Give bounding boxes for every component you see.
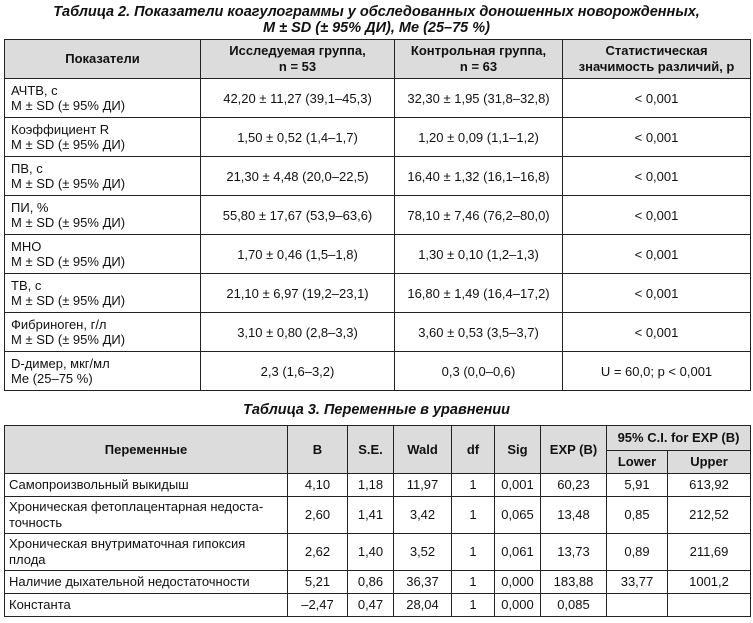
exp-value: 13,48 [541,497,607,534]
wald-value: 3,42 [394,497,452,534]
header-significance: Статистическая значимость различий, p [563,40,751,79]
sig-value: 0,001 [495,474,541,497]
upper-value: 212,52 [668,497,751,534]
table3-caption: Таблица 3. Переменные в уравнении [243,402,510,418]
header-b: B [288,426,348,474]
control-value: 3,60 ± 0,53 (3,5–3,7) [395,313,563,352]
control-value: 1,20 ± 0,09 (1,1–1,2) [395,118,563,157]
exp-value: 183,88 [541,571,607,594]
p-value: < 0,001 [563,235,751,274]
control-value: 16,80 ± 1,49 (16,4–17,2) [395,274,563,313]
upper-value: 1001,2 [668,571,751,594]
variable-name: Наличие дыхательной недостаточности [5,571,288,594]
df-value: 1 [452,497,495,534]
b-value: 4,10 [288,474,348,497]
b-value: 2,60 [288,497,348,534]
table-row [5,79,751,118]
sig-value: 0,065 [495,497,541,534]
header-se: S.E. [348,426,394,474]
table3-header-row [5,426,751,451]
header-control-group: Контрольная группа, n = 63 [395,40,563,79]
study-value: 2,3 (1,6–3,2) [201,352,395,391]
upper-value [668,594,751,617]
wald-value: 36,37 [394,571,452,594]
table2-header-row [5,40,751,79]
header-sig: Sig [495,426,541,474]
b-value: 5,21 [288,571,348,594]
lower-value: 0,89 [607,534,668,571]
sig-value: 0,000 [495,571,541,594]
control-value: 0,3 (0,0–0,6) [395,352,563,391]
header-wald: Wald [394,426,452,474]
row-label: ТВ, с M ± SD (± 95% ДИ) [5,274,201,313]
df-value: 1 [452,594,495,617]
table2-caption-line1: Таблица 2. Показатели коагулограммы у обследованных доношенных новорожденных, [53,4,700,20]
study-value: 55,80 ± 17,67 (53,9–63,6) [201,196,395,235]
p-value: < 0,001 [563,313,751,352]
control-value: 16,40 ± 1,32 (16,1–16,8) [395,157,563,196]
row-label: Фибриноген, г/л M ± SD (± 95% ДИ) [5,313,201,352]
exp-value: 13,73 [541,534,607,571]
variable-name: Самопроизвольный выкидыш [5,474,288,497]
row-label: МНО M ± SD (± 95% ДИ) [5,235,201,274]
header-exp-b: EXP (B) [541,426,607,474]
variable-name: Константа [5,594,288,617]
lower-value: 33,77 [607,571,668,594]
p-value: < 0,001 [563,79,751,118]
p-value: < 0,001 [563,118,751,157]
se-value: 0,47 [348,594,394,617]
wald-value: 3,52 [394,534,452,571]
b-value: 2,62 [288,534,348,571]
header-ci: 95% C.I. for EXP (B) [607,426,751,451]
df-value: 1 [452,474,495,497]
study-value: 21,30 ± 4,48 (20,0–22,5) [201,157,395,196]
table-row [5,352,751,391]
se-value: 0,86 [348,571,394,594]
study-value: 1,70 ± 0,46 (1,5–1,8) [201,235,395,274]
p-value: < 0,001 [563,274,751,313]
study-value: 42,20 ± 11,27 (39,1–45,3) [201,79,395,118]
df-value: 1 [452,571,495,594]
header-indicators: Показатели [5,40,201,79]
wald-value: 11,97 [394,474,452,497]
regression-variables-table [4,425,751,617]
header-lower: Lower [607,451,668,474]
control-value: 32,30 ± 1,95 (31,8–32,8) [395,79,563,118]
row-label: Коэффициент R M ± SD (± 95% ДИ) [5,118,201,157]
se-value: 1,41 [348,497,394,534]
row-label: ПВ, с M ± SD (± 95% ДИ) [5,157,201,196]
table-row [5,118,751,157]
table-row [5,313,751,352]
table-row [5,534,751,571]
variable-name: Хроническая внутриматочная гипоксия плода [5,534,288,571]
upper-value: 613,92 [668,474,751,497]
study-value: 21,10 ± 6,97 (19,2–23,1) [201,274,395,313]
row-label: ПИ, % M ± SD (± 95% ДИ) [5,196,201,235]
se-value: 1,40 [348,534,394,571]
header-variables: Переменные [5,426,288,474]
variable-name: Хроническая фетоплацентарная недоста- точность [5,497,288,534]
table-row [5,196,751,235]
table-row [5,157,751,196]
df-value: 1 [452,534,495,571]
p-value: U = 60,0; p < 0,001 [563,352,751,391]
b-value: –2,47 [288,594,348,617]
table-row [5,235,751,274]
row-label: D-димер, мкг/мл Me (25–75 %) [5,352,201,391]
p-value: < 0,001 [563,157,751,196]
header-df: df [452,426,495,474]
study-value: 3,10 ± 0,80 (2,8–3,3) [201,313,395,352]
table-row [5,474,751,497]
header-study-group: Исследуемая группа, n = 53 [201,40,395,79]
se-value: 1,18 [348,474,394,497]
table-row [5,274,751,313]
header-upper: Upper [668,451,751,474]
sig-value: 0,061 [495,534,541,571]
wald-value: 28,04 [394,594,452,617]
exp-value: 0,085 [541,594,607,617]
table-row [5,571,751,594]
upper-value: 211,69 [668,534,751,571]
coagulogram-table [4,39,751,391]
p-value: < 0,001 [563,196,751,235]
row-label: АЧТВ, с M ± SD (± 95% ДИ) [5,79,201,118]
study-value: 1,50 ± 0,52 (1,4–1,7) [201,118,395,157]
lower-value: 5,91 [607,474,668,497]
exp-value: 60,23 [541,474,607,497]
lower-value [607,594,668,617]
table-row [5,497,751,534]
sig-value: 0,000 [495,594,541,617]
control-value: 1,30 ± 0,10 (1,2–1,3) [395,235,563,274]
table-row [5,594,751,617]
table2-caption [0,4,753,36]
control-value: 78,10 ± 7,46 (76,2–80,0) [395,196,563,235]
lower-value: 0,85 [607,497,668,534]
table2-caption-line2: M ± SD (± 95% ДИ), Me (25–75 %) [263,20,490,36]
